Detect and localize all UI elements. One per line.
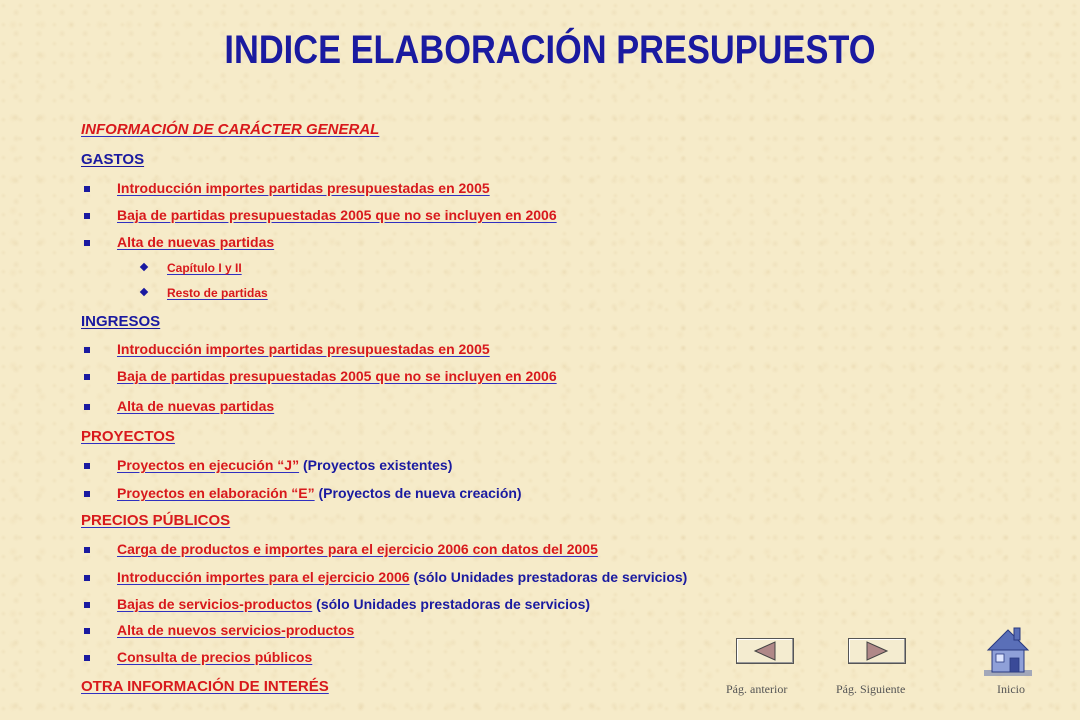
gastos-item-3 [84,234,274,250]
gastos-link-resto[interactable]: Resto de partidas [167,286,268,300]
heading-ingresos[interactable]: INGRESOS [81,313,161,330]
square-bullet-icon [84,186,90,192]
square-bullet-icon [84,404,90,410]
gastos-link-introduccion[interactable]: Introducción importes partidas presupuestadas en 2005 [117,180,490,196]
ingresos-item-2 [84,368,557,384]
precios-item-3 [84,596,590,612]
precios-link-alta[interactable]: Alta de nuevos servicios-productos [117,622,355,638]
ingresos-link-baja[interactable]: Baja de partidas presupuestadas 2005 que no se incluyen en 2006 [117,368,557,384]
house-icon [978,620,1038,680]
precios-item-1 [84,541,598,557]
arrow-right-icon [849,639,905,663]
proyectos-item-2 [84,485,522,501]
diamond-bullet-icon [140,288,148,296]
square-bullet-icon [84,463,90,469]
gastos-item-2 [84,207,557,223]
home-button[interactable] [978,620,1038,680]
gastos-link-capitulo[interactable]: Capítulo I y II [167,261,242,275]
square-bullet-icon [84,547,90,553]
gastos-subitem-1 [141,261,242,275]
page-title: INDICE ELABORACIÓN PRESUPUESTO [224,28,876,72]
heading-precios-publicos[interactable]: PRECIOS PÚBLICOS [81,512,231,529]
precios-note-introduccion: (sólo Unidades prestadoras de servicios) [409,569,688,585]
heading-proyectos[interactable]: PROYECTOS [81,428,175,445]
prev-page-label[interactable]: Pág. anterior [726,682,788,696]
square-bullet-icon [84,213,90,219]
square-bullet-icon [84,575,90,581]
precios-item-4 [84,622,354,638]
precios-link-carga[interactable]: Carga de productos e importes para el ejercicio 2006 con datos del 2005 [117,541,598,557]
proyectos-note-elaboracion: (Proyectos de nueva creación) [314,485,522,501]
arrow-left-icon [737,639,793,663]
heading-gastos[interactable]: GASTOS [81,151,145,168]
precios-link-consulta[interactable]: Consulta de precios públicos [117,649,313,665]
next-page-button[interactable] [848,638,906,664]
proyectos-link-elaboracion[interactable]: Proyectos en elaboración “E” [117,485,315,501]
square-bullet-icon [84,655,90,661]
next-page-label[interactable]: Pág. Siguiente [836,682,906,696]
ingresos-link-alta[interactable]: Alta de nuevas partidas [117,398,275,414]
home-label[interactable]: Inicio [997,682,1025,696]
ingresos-item-3 [84,398,274,414]
square-bullet-icon [84,374,90,380]
square-bullet-icon [84,602,90,608]
prev-page-button[interactable] [736,638,794,664]
ingresos-link-introduccion[interactable]: Introducción importes partidas presupuestadas en 2005 [117,341,490,357]
gastos-item-1 [84,180,490,196]
proyectos-note-ejecucion: (Proyectos existentes) [299,457,453,473]
square-bullet-icon [84,491,90,497]
square-bullet-icon [84,347,90,353]
link-otra-informacion[interactable]: OTRA INFORMACIÓN DE INTERÉS [81,678,329,695]
precios-link-bajas[interactable]: Bajas de servicios-productos [117,596,313,612]
ingresos-item-1 [84,341,490,357]
precios-item-5 [84,649,312,665]
precios-note-bajas: (sólo Unidades prestadoras de servicios) [312,596,591,612]
square-bullet-icon [84,628,90,634]
diamond-bullet-icon [140,263,148,271]
precios-item-2 [84,569,687,585]
proyectos-link-ejecucion[interactable]: Proyectos en ejecución “J” [117,457,300,473]
square-bullet-icon [84,240,90,246]
gastos-link-baja[interactable]: Baja de partidas presupuestadas 2005 que no se incluyen en 2006 [117,207,557,223]
precios-link-introduccion[interactable]: Introducción importes para el ejercicio 2006 [117,569,410,585]
link-general-info[interactable]: INFORMACIÓN DE CARÁCTER GENERAL [81,121,380,138]
gastos-link-alta[interactable]: Alta de nuevas partidas [117,234,275,250]
proyectos-item-1 [84,457,452,473]
gastos-subitem-2 [141,286,268,300]
